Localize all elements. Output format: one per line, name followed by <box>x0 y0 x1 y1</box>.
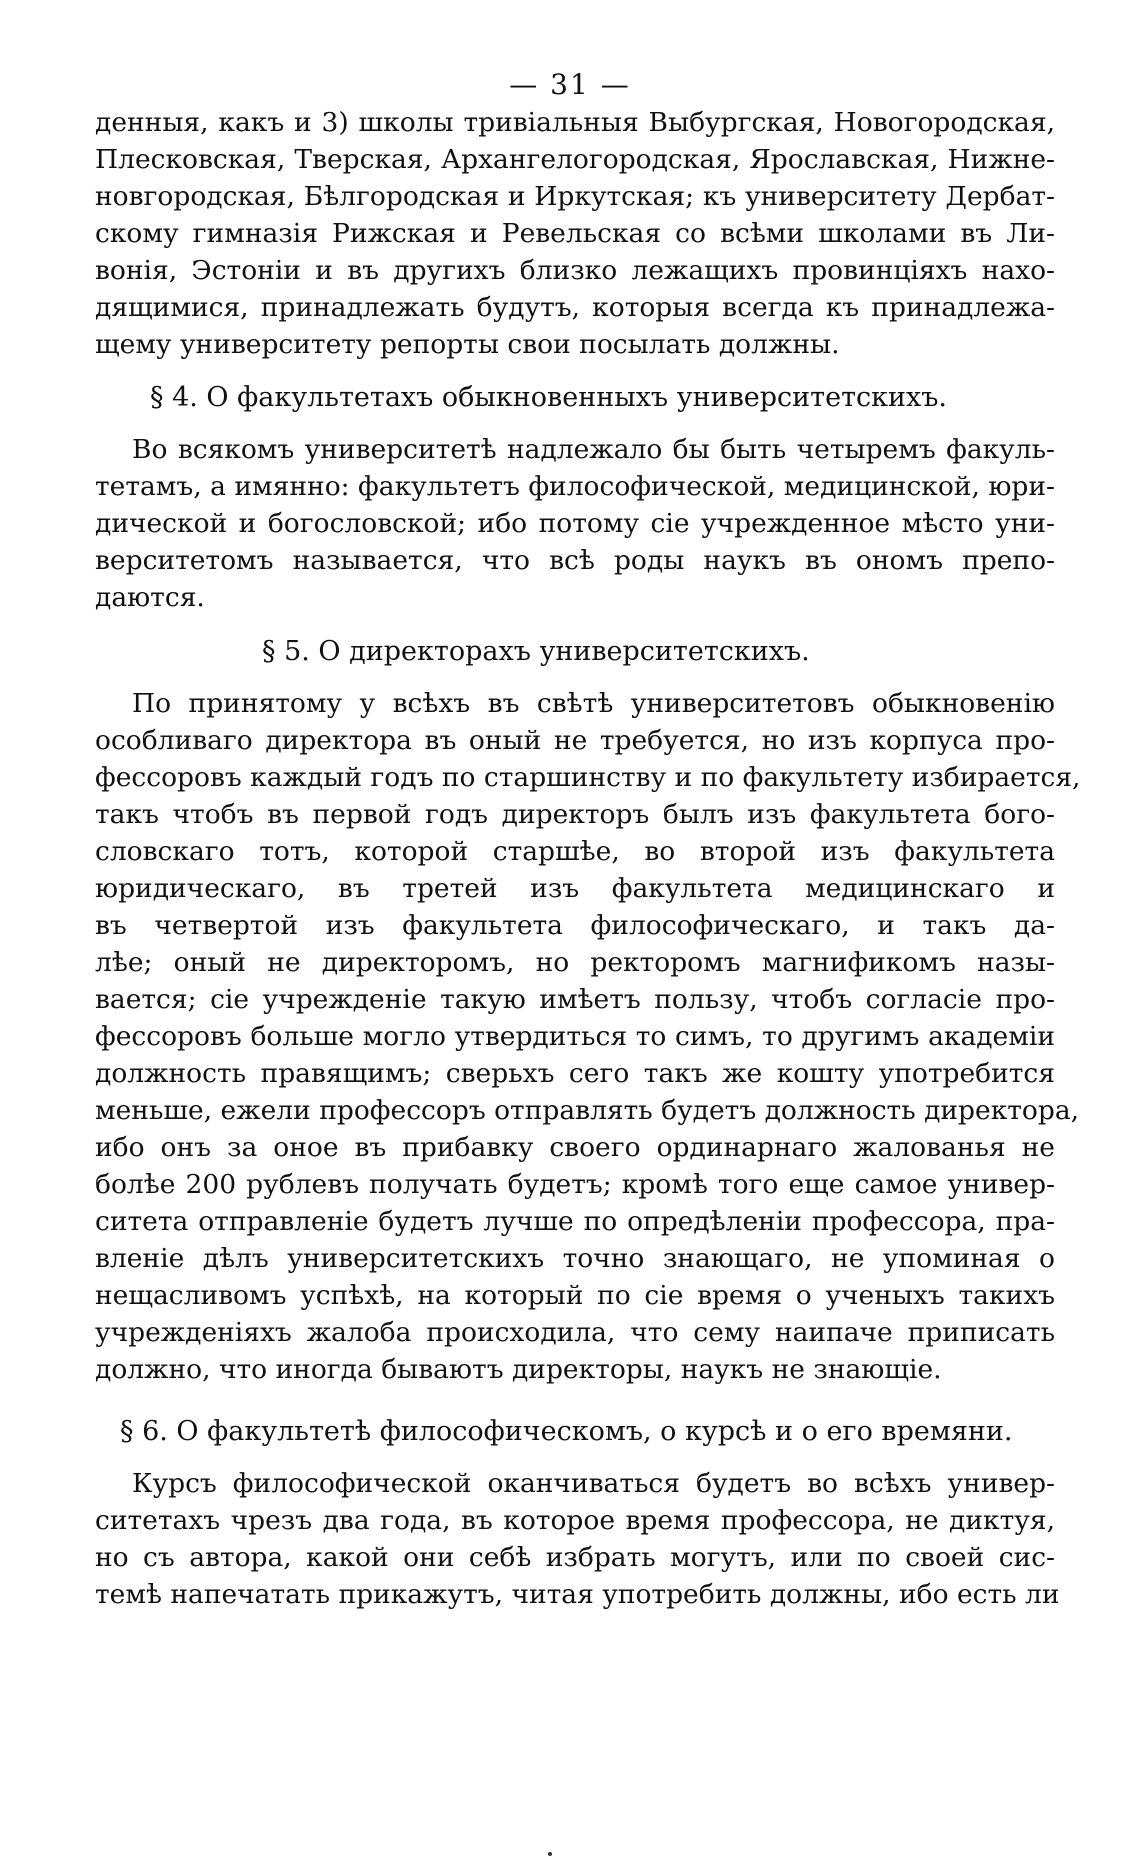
text-line: фессоровъ больше могло утвердиться то симъ, то другимъ академіи <box>95 1021 1055 1052</box>
text-line: нещасливомъ успѣхѣ, на который по сіе время о ученыхъ такихъ <box>95 1280 1055 1311</box>
page-speck <box>548 1852 552 1856</box>
text-line: ибо онъ за оное въ прибавку своего ординарнаго жалованья не <box>95 1132 1055 1163</box>
text-line: такъ чтобъ въ первой годъ директоръ былъ изъ факультета бого- <box>95 799 1055 830</box>
text-line: лѣе; оный не директоромъ, но ректоромъ магнификомъ назы- <box>95 947 1055 978</box>
text-line: вленіе дѣлъ университетскихъ точно знающаго, не упоминая о <box>95 1243 1055 1274</box>
text-line: денныя, какъ и 3) школы тривіальныя Выбургская, Новогородская, <box>95 107 1055 138</box>
text-line: дической и богословской; ибо потому сіе учрежденное мѣсто уни- <box>95 508 1055 539</box>
text-line: должно, что иногда бываютъ директоры, наукъ не знающіе. <box>95 1354 942 1385</box>
text-line: вонія, Эстоніи и въ другихъ близко лежащихъ провинціяхъ нахо- <box>95 255 1055 286</box>
text-line: вается; сіе учрежденіе такую имѣетъ пользу, чтобъ согласіе про- <box>95 984 1055 1015</box>
text-line: юридическаго, въ третей изъ факультета медицинскаго и <box>95 873 1055 904</box>
text-line: тетамъ, а имянно: факультетъ философической, медицинской, юри- <box>95 471 1055 502</box>
text-line: особливаго директора въ оный не требуется, но изъ корпуса про- <box>95 725 1055 756</box>
text-line: учрежденіяхъ жалоба происходила, что сему наипаче приписать <box>95 1317 1055 1348</box>
section-heading-4: § 4. О факультетахъ обыкновенныхъ университетскихъ. <box>150 382 947 413</box>
text-line: новгородская, Бѣлгородская и Иркутская; къ университету Дербат- <box>95 181 1055 212</box>
section-heading-5: § 5. О директорахъ университетскихъ. <box>262 636 810 667</box>
text-line: ситетахъ чрезъ два года, въ которое время профессора, не диктуя, <box>95 1505 1055 1536</box>
text-line: фессоровъ каждый годъ по старшинству и по факультету избирается, <box>95 762 1081 793</box>
text-line: болѣе 200 рублевъ получать будетъ; кромѣ того еще самое универ- <box>95 1169 1055 1200</box>
text-line: темѣ напечатать прикажутъ, читая употребить должны, ибо есть ли <box>95 1579 1060 1610</box>
text-line: должность правящимъ; сверьхъ сего такъ же кошту употребится <box>95 1058 1055 1089</box>
section-heading-6: § 6. О факультетѣ философическомъ, о курсѣ и о его времяни. <box>120 1416 1013 1447</box>
text-line: но съ автора, какой они себѣ избрать могутъ, или по своей сис- <box>95 1542 1055 1573</box>
text-line: Во всякомъ университетѣ надлежало бы быть четыремъ факуль- <box>132 434 1055 465</box>
page-number: — 31 — <box>509 68 631 101</box>
text-line: словскаго тотъ, которой старшѣе, во второй изъ факультета <box>95 836 1055 867</box>
text-line: Плесковская, Тверская, Архангелогородская, Ярославская, Нижне- <box>95 144 1055 175</box>
text-line: По принятому у всѣхъ въ свѣтѣ университетовъ обыкновенію <box>132 688 1055 719</box>
text-line: меньше, ежели профессоръ отправлять будетъ должность директора, <box>95 1095 1080 1126</box>
text-line: въ четвертой изъ факультета философическаго, и такъ да- <box>95 910 1055 941</box>
text-line: дящимися, принадлежать будутъ, которыя всегда къ принадлежа- <box>95 292 1055 323</box>
text-line: щему университету репорты свои посылать должны. <box>95 329 840 360</box>
text-line: ситета отправленіе будетъ лучше по опредѣленіи профессора, пра- <box>95 1206 1055 1237</box>
text-line: скому гимназія Рижская и Ревельская со всѣми школами въ Ли- <box>95 218 1055 249</box>
text-line: даются. <box>95 582 205 613</box>
text-line: Курсъ философической оканчиваться будетъ во всѣхъ универ- <box>132 1468 1055 1499</box>
text-line: верситетомъ называется, что всѣ роды наукъ въ ономъ препо- <box>95 545 1055 576</box>
